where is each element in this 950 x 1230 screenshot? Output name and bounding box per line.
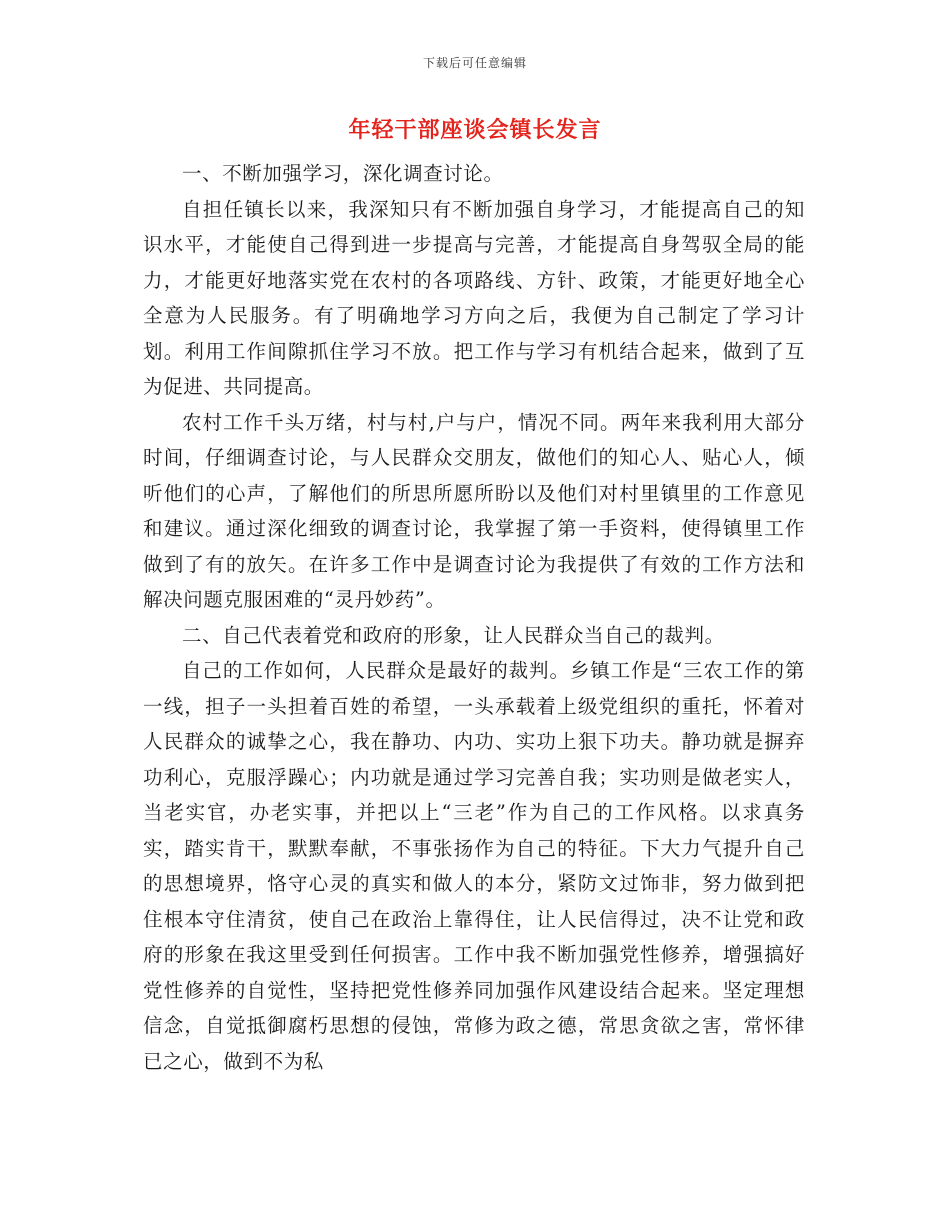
document-title: 年轻干部座谈会镇长发言 [348, 117, 602, 143]
document-body [143, 156, 805, 1079]
section-heading-2: 二、自己代表着党和政府的形象，让人民群众当自己的裁判。 [182, 623, 725, 647]
paragraph-study: 自担任镇长以来，我深知只有不断加强自身学习，才能提高自己的知识水平，才能使自己得到进一步提高与完善，才能提高自身驾驭全局的能力，才能更好地落实党在农村的各项路线、方针、政策，才能更好地全心全意为人民服务。有了明确地学习方向之后，我便为自己制定了学习计划。利用工作间隙抓住学习不放。把工作与学习有机结合起来，做到了互为促进、共同提高。 [143, 197, 805, 398]
paragraph-judgement: 自己的工作如何，人民群众是最好的裁判。乡镇工作是“三农工作的第一线，担子一头担着百姓的希望，一头承载着上级党组织的重托，怀着对人民群众的诚挚之心，我在静功、内功、实功上狠下功夫。静功就是摒弃功利心，克服浮躁心；内功就是通过学习完善自我；实功则是做老实人，当老实官，办老实事，并把以上“三老”作为自己的工作风格。以求真务实，踏实肯干，默默奉献，不事张扬作为自己的特征。下大力气提升自己的思想境界，恪守心灵的真实和做人的本分，紧防文过饰非，努力做到把住根本守住清贫，使自己在政治上靠得住，让人民信得过，决不让党和政府的形象在我这里受到任何损害。工作中我不断加强党性修养，增强搞好党性修养的自觉性，坚持把党性修养同加强作风建设结合起来。坚定理想信念，自觉抵御腐朽思想的侵蚀，常修为政之德，常思贪欲之害，常怀律已之心，做到不为私 [143, 659, 805, 1073]
paragraph-investigation: 农村工作千头万绪，村与村,户与户，情况不同。两年来我利用大部分时间，仔细调查讨论，与人民群众交朋友，做他们的知心人、贴心人，倾听他们的心声，了解他们的所思所愿所盼以及他们对村里镇里的工作意见和建议。通过深化细致的调查讨论，我掌握了第一手资料，使得镇里工作做到了有的放矢。在许多工作中是调查讨论为我提供了有效的工作方法和解决问题克服困难的“灵丹妙药”。 [143, 410, 805, 611]
header-note: 下载后可任意编辑 [422, 56, 527, 70]
section-heading-1: 一、不断加强学习，深化调查讨论。 [182, 162, 504, 185]
